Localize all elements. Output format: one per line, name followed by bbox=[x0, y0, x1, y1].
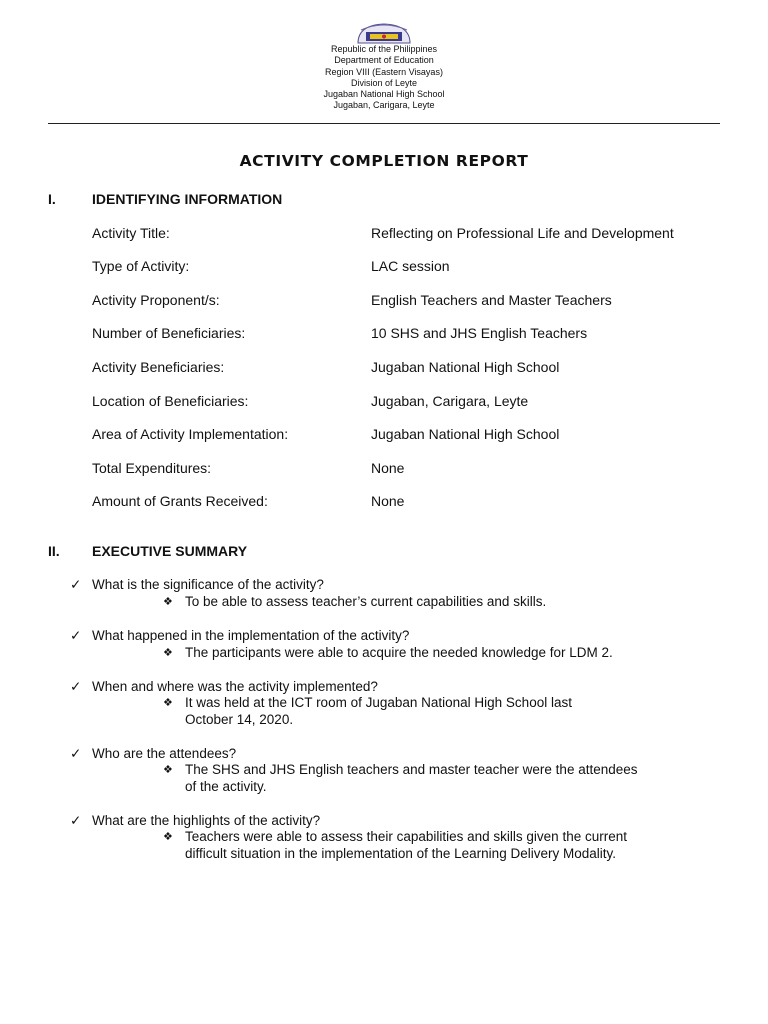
summary-question-text: What is the significance of the activity? bbox=[92, 577, 324, 592]
summary-answer-line: of the activity. bbox=[185, 778, 267, 794]
info-label-area: Area of Activity Implementation: bbox=[92, 426, 289, 442]
section2-number: II. bbox=[48, 543, 60, 559]
info-label-proponents: Activity Proponent/s: bbox=[92, 292, 220, 308]
summary-answer-line: October 14, 2020. bbox=[185, 711, 294, 727]
info-value-beneficiaries: Jugaban National High School bbox=[371, 359, 560, 375]
info-value-location: Jugaban, Carigara, Leyte bbox=[371, 393, 529, 409]
diamond-bullet-icon: ❖ bbox=[163, 647, 173, 659]
summary-answer bbox=[163, 594, 546, 611]
diamond-bullet-icon: ❖ bbox=[163, 697, 173, 709]
checkmark-icon: ✓ bbox=[70, 577, 82, 592]
info-value-activity-title: Reflecting on Professional Life and Development bbox=[371, 225, 674, 241]
summary-answer-line: To be able to assess teacher’s current capabilities and skills. bbox=[185, 594, 547, 609]
checkmark-icon: ✓ bbox=[70, 679, 82, 694]
summary-question bbox=[70, 628, 409, 644]
summary-question bbox=[70, 813, 320, 829]
diamond-bullet-icon: ❖ bbox=[163, 596, 173, 608]
section2-title: EXECUTIVE SUMMARY bbox=[92, 543, 248, 559]
letterhead bbox=[0, 44, 768, 112]
deped-seal-icon bbox=[352, 22, 416, 44]
header-line-country: Republic of the Philippines bbox=[330, 44, 438, 54]
section1-title: IDENTIFYING INFORMATION bbox=[92, 191, 283, 207]
summary-answer-line: It was held at the ICT room of Jugaban National High School last bbox=[185, 695, 572, 710]
info-label-expenditures: Total Expenditures: bbox=[92, 460, 212, 476]
info-label-beneficiaries: Activity Beneficiaries: bbox=[92, 359, 225, 375]
info-value-area: Jugaban National High School bbox=[371, 426, 560, 442]
info-label-grants: Amount of Grants Received: bbox=[92, 493, 268, 509]
checkmark-icon: ✓ bbox=[70, 746, 82, 761]
header-divider bbox=[48, 123, 720, 124]
info-label-number-beneficiaries: Number of Beneficiaries: bbox=[92, 325, 246, 341]
summary-question-text: Who are the attendees? bbox=[92, 746, 237, 761]
info-value-grants: None bbox=[371, 493, 405, 509]
section1-number: I. bbox=[48, 191, 56, 207]
info-label-location: Location of Beneficiaries: bbox=[92, 393, 249, 409]
summary-question-text: What happened in the implementation of the activity? bbox=[92, 628, 410, 643]
summary-answer bbox=[163, 829, 627, 862]
checkmark-icon: ✓ bbox=[70, 813, 82, 828]
page-title: ACTIVITY COMPLETION REPORT bbox=[239, 152, 529, 170]
summary-question bbox=[70, 577, 324, 593]
info-label-type: Type of Activity: bbox=[92, 258, 190, 274]
info-value-type: LAC session bbox=[371, 258, 450, 274]
diamond-bullet-icon: ❖ bbox=[163, 764, 173, 776]
info-value-proponents: English Teachers and Master Teachers bbox=[371, 292, 612, 308]
summary-answer bbox=[163, 762, 638, 795]
info-value-number-beneficiaries: 10 SHS and JHS English Teachers bbox=[371, 325, 588, 341]
header-line-school: Jugaban National High School bbox=[323, 89, 445, 100]
info-value-expenditures: None bbox=[371, 460, 405, 476]
checkmark-icon: ✓ bbox=[70, 628, 82, 643]
diamond-bullet-icon: ❖ bbox=[163, 831, 173, 843]
info-label-activity-title: Activity Title: bbox=[92, 225, 170, 241]
summary-question bbox=[70, 746, 236, 762]
summary-answer bbox=[163, 645, 613, 662]
summary-answer-line: difficult situation in the implementation of the Learning Delivery Modality. bbox=[185, 845, 616, 861]
summary-question-text: What are the highlights of the activity? bbox=[92, 813, 321, 828]
summary-answer-line: The SHS and JHS English teachers and master teacher were the attendees bbox=[185, 762, 638, 777]
header-line-division: Division of Leyte bbox=[350, 77, 418, 88]
summary-question bbox=[70, 679, 378, 695]
header-line-address: Jugaban, Carigara, Leyte bbox=[333, 100, 435, 111]
header-line-region: Region VIII (Eastern Visayas) bbox=[325, 66, 443, 77]
summary-answer bbox=[163, 695, 572, 728]
header-line-department: Department of Education bbox=[334, 55, 434, 66]
summary-answer-line: The participants were able to acquire the needed knowledge for LDM 2. bbox=[185, 645, 613, 660]
summary-answer-line: Teachers were able to assess their capabilities and skills given the current bbox=[185, 829, 627, 844]
summary-question-text: When and where was the activity implemented? bbox=[92, 679, 378, 694]
